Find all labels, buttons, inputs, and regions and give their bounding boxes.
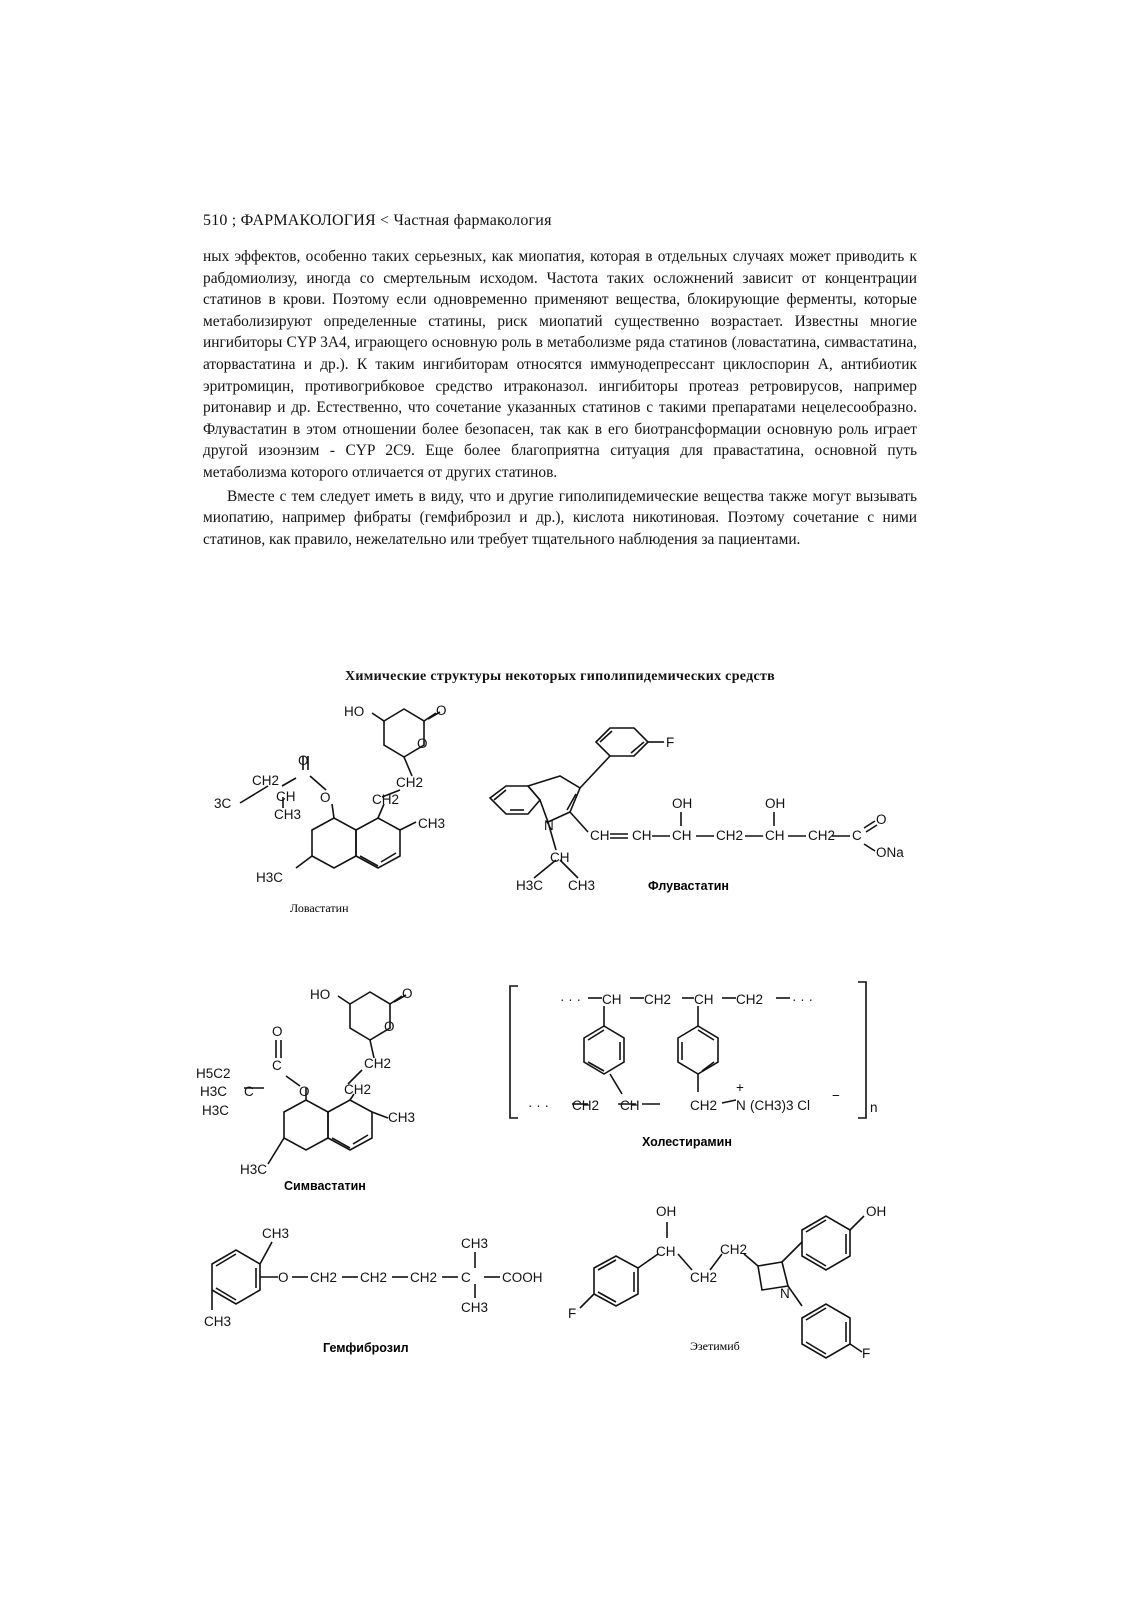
svg-text:F: F xyxy=(666,735,675,750)
svg-text:O: O xyxy=(320,790,331,805)
svg-text:H3C: H3C xyxy=(240,1162,268,1177)
figure-title: Химические структуры некоторых гиполипидемических средств xyxy=(344,669,776,684)
svg-text:CH3: CH3 xyxy=(461,1236,489,1251)
svg-text:O: O xyxy=(272,1024,283,1039)
svg-text:N: N xyxy=(736,1098,746,1113)
page-header: 510 ; ФАРМАКОЛОГИЯ < Частная фармакология xyxy=(203,212,552,229)
paragraph-2: Вместе с тем следует иметь в виду, что и другие гиполипидемические вещества также могут вызывать миопатию, например фибраты (гемфиброзил и др.), кислота никотиновая. Поэтому сочетание с ними статинов, как правило, нежелательно или требует тщательного наблюдения за пациентами. xyxy=(203,487,917,548)
svg-text:CH2: CH2 xyxy=(360,1270,388,1285)
atom-labels xyxy=(196,703,904,1361)
svg-text:CH: CH xyxy=(672,828,692,843)
svg-text:CH: CH xyxy=(276,789,296,804)
simvastatin-structure xyxy=(244,992,406,1164)
svg-text:F: F xyxy=(862,1346,871,1361)
caption-lovastatin: Ловастатин xyxy=(290,901,349,915)
svg-text:· · ·: · · · xyxy=(792,992,813,1007)
svg-text:HO: HO xyxy=(344,704,365,719)
svg-text:CH2: CH2 xyxy=(310,1270,338,1285)
svg-text:+: + xyxy=(736,1080,744,1095)
caption-simvastatin: Симвастатин xyxy=(284,1179,366,1193)
caption-fluvastatin: Флувастатин xyxy=(648,879,729,893)
svg-text:ONa: ONa xyxy=(876,845,904,860)
gemfibrozil-structure xyxy=(212,1242,500,1310)
svg-text:CH2: CH2 xyxy=(344,1082,372,1097)
svg-text:3C: 3C xyxy=(214,796,232,811)
svg-text:CH3: CH3 xyxy=(418,816,446,831)
svg-text:CH2: CH2 xyxy=(252,773,280,788)
svg-text:OH: OH xyxy=(656,1204,677,1219)
svg-text:OH: OH xyxy=(866,1204,887,1219)
svg-text:CH2: CH2 xyxy=(364,1056,392,1071)
caption-ezetimibe: Эзетимиб xyxy=(690,1339,740,1353)
svg-text:CH: CH xyxy=(590,828,610,843)
svg-text:CH2: CH2 xyxy=(690,1270,718,1285)
svg-text:F: F xyxy=(568,1306,577,1321)
svg-text:N: N xyxy=(780,1286,790,1301)
svg-text:CH2: CH2 xyxy=(716,828,744,843)
svg-text:O: O xyxy=(299,1084,310,1099)
svg-text:OH: OH xyxy=(672,796,693,811)
svg-text:CH3: CH3 xyxy=(262,1226,290,1241)
caption-cholestyramine: Холестирамин xyxy=(642,1135,732,1149)
svg-text:H3C: H3C xyxy=(256,870,284,885)
svg-text:O: O xyxy=(417,736,428,751)
svg-text:CH: CH xyxy=(694,992,714,1007)
svg-text:· · ·: · · · xyxy=(560,992,581,1007)
svg-text:O: O xyxy=(436,703,447,718)
svg-text:H3C: H3C xyxy=(202,1103,230,1118)
svg-text:H3C: H3C xyxy=(200,1084,228,1099)
svg-text:(CH3)3 Cl: (CH3)3 Cl xyxy=(750,1098,811,1113)
svg-text:C: C xyxy=(244,1084,254,1099)
svg-text:CH3: CH3 xyxy=(568,878,596,893)
ezetimibe-structure xyxy=(580,1216,864,1358)
svg-text:C: C xyxy=(852,828,862,843)
svg-text:O: O xyxy=(298,753,309,768)
svg-text:N: N xyxy=(544,818,554,833)
svg-text:CH: CH xyxy=(765,828,785,843)
svg-text:O: O xyxy=(278,1270,289,1285)
svg-text:CH2: CH2 xyxy=(720,1242,748,1257)
svg-text:CH2: CH2 xyxy=(736,992,764,1007)
svg-text:O: O xyxy=(402,986,413,1001)
svg-text:CH2: CH2 xyxy=(572,1098,600,1113)
svg-text:CH2: CH2 xyxy=(410,1270,438,1285)
svg-text:CH2: CH2 xyxy=(396,775,424,790)
caption-gemfibrozil: Гемфиброзил xyxy=(323,1341,409,1355)
svg-text:C: C xyxy=(272,1058,282,1073)
svg-text:CH2: CH2 xyxy=(372,792,400,807)
svg-text:CH3: CH3 xyxy=(204,1314,232,1329)
svg-text:C: C xyxy=(461,1270,471,1285)
svg-text:CH: CH xyxy=(620,1098,640,1113)
svg-text:O: O xyxy=(384,1019,395,1034)
svg-text:n: n xyxy=(870,1100,878,1115)
svg-text:OH: OH xyxy=(765,796,786,811)
svg-text:COOH: COOH xyxy=(502,1270,543,1285)
svg-text:CH: CH xyxy=(602,992,622,1007)
svg-text:HO: HO xyxy=(310,987,331,1002)
svg-text:CH2: CH2 xyxy=(808,828,836,843)
svg-text:· · ·: · · · xyxy=(528,1098,549,1113)
svg-text:CH: CH xyxy=(550,850,570,865)
svg-text:CH2: CH2 xyxy=(690,1098,718,1113)
svg-text:CH2: CH2 xyxy=(644,992,672,1007)
svg-text:CH: CH xyxy=(656,1244,676,1259)
svg-text:CH: CH xyxy=(632,828,652,843)
svg-text:CH3: CH3 xyxy=(388,1110,416,1125)
svg-text:H5C2: H5C2 xyxy=(196,1066,231,1081)
svg-text:CH3: CH3 xyxy=(461,1300,489,1315)
svg-text:O: O xyxy=(876,812,887,827)
svg-text:−: − xyxy=(832,1088,840,1103)
paragraph-1: ных эффектов, особенно таких серьезных, как миопатия, которая в отдельных случаях может приводить к рабдомиолизу, иногда со смертельным исходом. Частота таких осложнений зависит от концентрации статинов в крови. Поэтому если одновременно применяют вещества, блокирующие ферменты, которые метаболизируют определенные статины, риск миопатий существенно возрастает. Известны многие ингибиторы CYP 3A4, играющего основную роль в метаболизме ряда статинов (ловастатина, симвастатина, аторвастатина и др.). К таким ингибиторам относятся иммунодепрессант циклоспорин А, антибиотик эритромицин, противогрибковое средство итраконазол. ингибиторы протеаз ретровирусов, например ритонавир и др. Естественно, что сочетание указанных статинов с такими препаратами нецелесообразно. Флувастатин в этом отношении более безопасен, так как в его биотрансформации основную роль играет другой изоэнзим - CYP 2C9. Еще более благоприятна ситуация для правастатина, основной путь метаболизма которого отличается от других статинов. xyxy=(203,248,917,481)
svg-text:CH3: CH3 xyxy=(274,807,302,822)
svg-text:H3C: H3C xyxy=(516,878,544,893)
